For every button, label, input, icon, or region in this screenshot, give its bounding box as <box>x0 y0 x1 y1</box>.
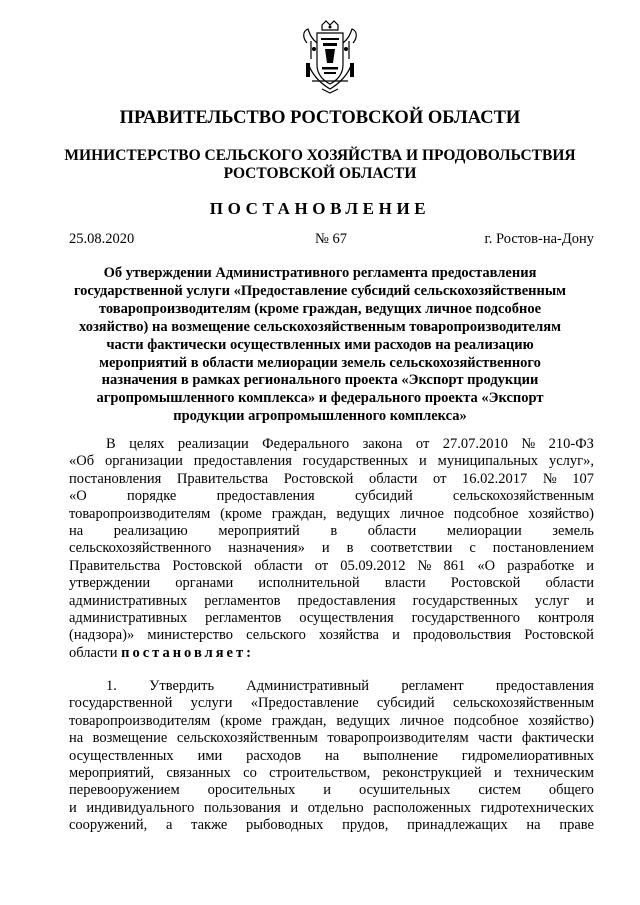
paragraph-line <box>69 506 594 523</box>
paragraph-line <box>69 593 594 610</box>
word: пользования <box>203 799 281 816</box>
word: сельскохозяйственным <box>452 695 594 712</box>
word: 27.07.2010 <box>442 436 508 452</box>
word: рыбоводных <box>246 817 324 834</box>
paragraph-line <box>69 627 594 644</box>
word: предоставления <box>193 453 292 470</box>
word: сельскохозяйственным <box>452 488 594 505</box>
document-number: № 67 <box>315 231 347 247</box>
word: сельскохозяйственного <box>69 540 212 557</box>
word: личное <box>400 505 444 522</box>
word: 107 <box>572 470 594 487</box>
word: «Предоставление <box>250 695 359 712</box>
word: возмещение <box>92 730 168 747</box>
word: хозяйство) <box>528 712 594 729</box>
word: хозяйства <box>319 627 379 644</box>
ministry-name <box>40 147 600 183</box>
word: с <box>469 540 476 557</box>
word: Ростовской <box>524 627 594 644</box>
word: общего <box>548 782 594 799</box>
word: (надзора)» <box>69 627 135 644</box>
word: мелиорации <box>446 522 522 539</box>
word: № <box>417 557 432 574</box>
word: 861 <box>443 557 466 574</box>
word: контроля <box>537 609 594 626</box>
paragraph-line <box>69 523 594 540</box>
paragraph-line <box>69 678 594 695</box>
word: и <box>586 592 594 609</box>
word: выполнение <box>363 747 438 764</box>
word: назначения» <box>228 540 305 557</box>
word: техническим <box>514 764 594 781</box>
word: а <box>165 817 173 834</box>
word: субсидий <box>354 488 413 505</box>
word: (кроме <box>220 505 262 522</box>
word: Административный <box>246 678 370 694</box>
word: утверждении <box>69 575 151 592</box>
word: связанных <box>166 764 231 781</box>
title-line: хозяйство) на возмещение сельскохозяйственным товаропроизводителям <box>79 318 561 335</box>
decree-word: постановляет: <box>121 644 254 661</box>
paragraph-line <box>69 575 594 592</box>
title-line: мероприятий в области мелиорации земель сельскохозяйственного <box>99 354 541 371</box>
word: осуществления <box>299 609 394 626</box>
word: Правительства <box>69 557 161 574</box>
word: предоставления <box>216 488 315 505</box>
word: № <box>521 436 536 452</box>
word: отдельно <box>307 799 364 816</box>
word: праве <box>559 817 594 834</box>
word: осушительных <box>358 782 451 799</box>
word: реализации <box>177 436 249 452</box>
word: и <box>69 799 77 816</box>
clause-1-paragraph <box>69 678 594 835</box>
word: Федерального <box>262 436 350 452</box>
word: расположенных <box>373 799 472 816</box>
word: области <box>254 557 303 574</box>
word: ведущих <box>336 712 391 729</box>
word: земель <box>552 522 594 539</box>
word: постановления <box>69 470 162 487</box>
word: услуг», <box>548 453 594 470</box>
word: (кроме <box>220 712 262 729</box>
paragraph-line <box>69 748 594 765</box>
paragraph-line <box>69 436 594 453</box>
paragraph-text: области <box>69 644 122 661</box>
preamble-paragraph <box>69 436 594 662</box>
paragraph-line <box>69 558 594 575</box>
word: также <box>191 817 228 834</box>
word: государственного <box>411 609 521 626</box>
word: и <box>290 799 299 816</box>
word: Утвердить <box>149 678 215 694</box>
document-city: г. Ростов-на-Дону <box>484 231 594 247</box>
word: Ростовской <box>172 557 243 574</box>
word: органами <box>175 575 234 592</box>
paragraph-line <box>69 695 594 712</box>
word: подсобное <box>453 712 519 729</box>
word: 1. <box>106 678 117 694</box>
word: исполнительной <box>258 575 360 592</box>
word: осуществленных <box>69 747 174 764</box>
word: принадлежащих <box>407 817 508 834</box>
title-line: части фактически осуществленных ими расходов на реализацию <box>106 336 534 353</box>
paragraph-line <box>69 471 594 488</box>
word: расходов <box>246 747 302 764</box>
word: постановлением <box>492 540 594 557</box>
word: государственных <box>302 453 409 470</box>
word: граждан, <box>271 712 327 729</box>
word: услуг <box>535 592 570 609</box>
word: 16.02.2017 <box>462 470 528 487</box>
word: государственной <box>69 695 173 712</box>
word: перевооружением <box>69 782 180 799</box>
word: и <box>419 453 427 470</box>
word: министерство <box>147 627 234 644</box>
document-date: 25.08.2020 <box>69 231 135 247</box>
word: мероприятий <box>218 522 300 539</box>
word: соответствии <box>370 540 453 557</box>
paragraph-line <box>69 645 594 662</box>
word: на <box>526 817 541 834</box>
word: предоставления <box>495 678 594 694</box>
word: регламент <box>401 678 464 694</box>
word: реконструкцией <box>382 764 482 781</box>
word: сельскохозяйственным <box>176 730 318 747</box>
word: предоставления <box>297 592 396 609</box>
word: гидромелиоративных <box>461 747 594 764</box>
paragraph-line <box>69 765 594 782</box>
word: № <box>542 470 557 487</box>
word: области <box>367 522 417 539</box>
document-title <box>60 265 580 426</box>
word: субсидий <box>376 695 435 712</box>
word: услуги <box>190 695 233 712</box>
word: индивидуального <box>86 799 195 816</box>
word: и <box>323 782 331 799</box>
word: Ростовской <box>450 575 521 592</box>
word: оросительных <box>207 782 296 799</box>
word: в <box>330 522 338 539</box>
word: регламентов <box>205 609 282 626</box>
paragraph-line <box>69 610 594 627</box>
word: строительством, <box>269 764 371 781</box>
word: «О <box>69 488 87 505</box>
word: и <box>493 764 502 781</box>
government-name: ПРАВИТЕЛЬСТВО РОСТОВСКОЙ ОБЛАСТИ <box>119 108 521 128</box>
word: В <box>106 436 116 452</box>
paragraph-line <box>69 730 594 747</box>
word: прудов, <box>342 817 389 834</box>
word: продовольствия <box>412 627 512 644</box>
word: целях <box>129 436 165 452</box>
title-line: товаропроизводителям (кроме граждан, ведущих личное подсобное <box>98 300 542 317</box>
ministry-name-line: РОСТОВСКОЙ ОБЛАСТИ <box>223 165 417 182</box>
paragraph-line <box>69 800 594 817</box>
word: мероприятий, <box>69 764 155 781</box>
word: сельского <box>246 627 306 644</box>
word: сооружений, <box>69 817 148 834</box>
paragraph-line <box>69 817 594 834</box>
word: 210-ФЗ <box>548 436 594 452</box>
word: товаропроизводителям <box>69 712 211 729</box>
word: муниципальных <box>437 453 539 470</box>
word: на <box>325 747 340 764</box>
word: реализацию <box>113 522 188 539</box>
word: со <box>243 764 257 781</box>
word: ими <box>197 747 223 764</box>
word: «Об <box>69 453 95 470</box>
word: фактически <box>521 730 594 747</box>
word: на <box>69 522 84 539</box>
word: на <box>69 730 84 747</box>
word: административных <box>69 592 188 609</box>
word: области <box>368 470 418 487</box>
word: систем <box>478 782 521 799</box>
word: организации <box>105 453 183 470</box>
title-line: продукции агропромышленного комплекса» <box>173 408 467 425</box>
paragraph-line <box>69 540 594 557</box>
date-number-line <box>69 231 594 249</box>
word: от <box>415 436 430 452</box>
word: товаропроизводителям <box>69 505 211 522</box>
word: граждан, <box>271 505 327 522</box>
word: порядке <box>126 488 177 505</box>
paragraph-line <box>69 713 594 730</box>
word: части <box>478 730 513 747</box>
word: и <box>586 557 594 574</box>
word: и <box>321 540 330 557</box>
word: государственных <box>412 592 518 609</box>
title-line: государственной услуги «Предоставление субсидий сельскохозяйственным <box>73 282 567 299</box>
word: «О <box>477 557 496 574</box>
word: товаропроизводителям <box>327 730 469 747</box>
word: и <box>392 627 400 644</box>
paragraph-line <box>69 782 594 799</box>
word: административных <box>69 609 188 626</box>
coat-of-arms-icon <box>298 19 362 95</box>
paragraph-line <box>69 453 594 470</box>
title-line: назначения в рамках регионального проекта «Экспорт продукции <box>101 372 539 389</box>
word: от <box>433 470 447 487</box>
word: Ростовской <box>283 470 354 487</box>
word: власти <box>384 575 426 592</box>
word: ведущих <box>336 505 391 522</box>
word: Правительства <box>176 470 269 487</box>
word: разработке <box>507 557 575 574</box>
word: хозяйство) <box>528 505 594 522</box>
word: 05.09.2012 <box>340 557 406 574</box>
word: закона <box>362 436 403 452</box>
word: подсобное <box>453 505 519 522</box>
title-line: агропромышленного комплекса» и федерального проекта «Экспорт <box>96 390 544 407</box>
paragraph-line <box>69 488 594 505</box>
word: гидротехнических <box>480 799 594 816</box>
word: личное <box>400 712 444 729</box>
word: в <box>346 540 354 557</box>
document-type: ПОСТАНОВЛЕНИЕ <box>209 199 431 218</box>
word: регламентов <box>204 592 281 609</box>
ministry-name-line: МИНИСТЕРСТВО СЕЛЬСКОГО ХОЗЯЙСТВА И ПРОДОВОЛЬСТВИЯ <box>64 147 576 164</box>
word: от <box>314 557 329 574</box>
word: области <box>545 575 594 592</box>
title-line: Об утверждении Административного регламента предоставления <box>103 265 537 281</box>
